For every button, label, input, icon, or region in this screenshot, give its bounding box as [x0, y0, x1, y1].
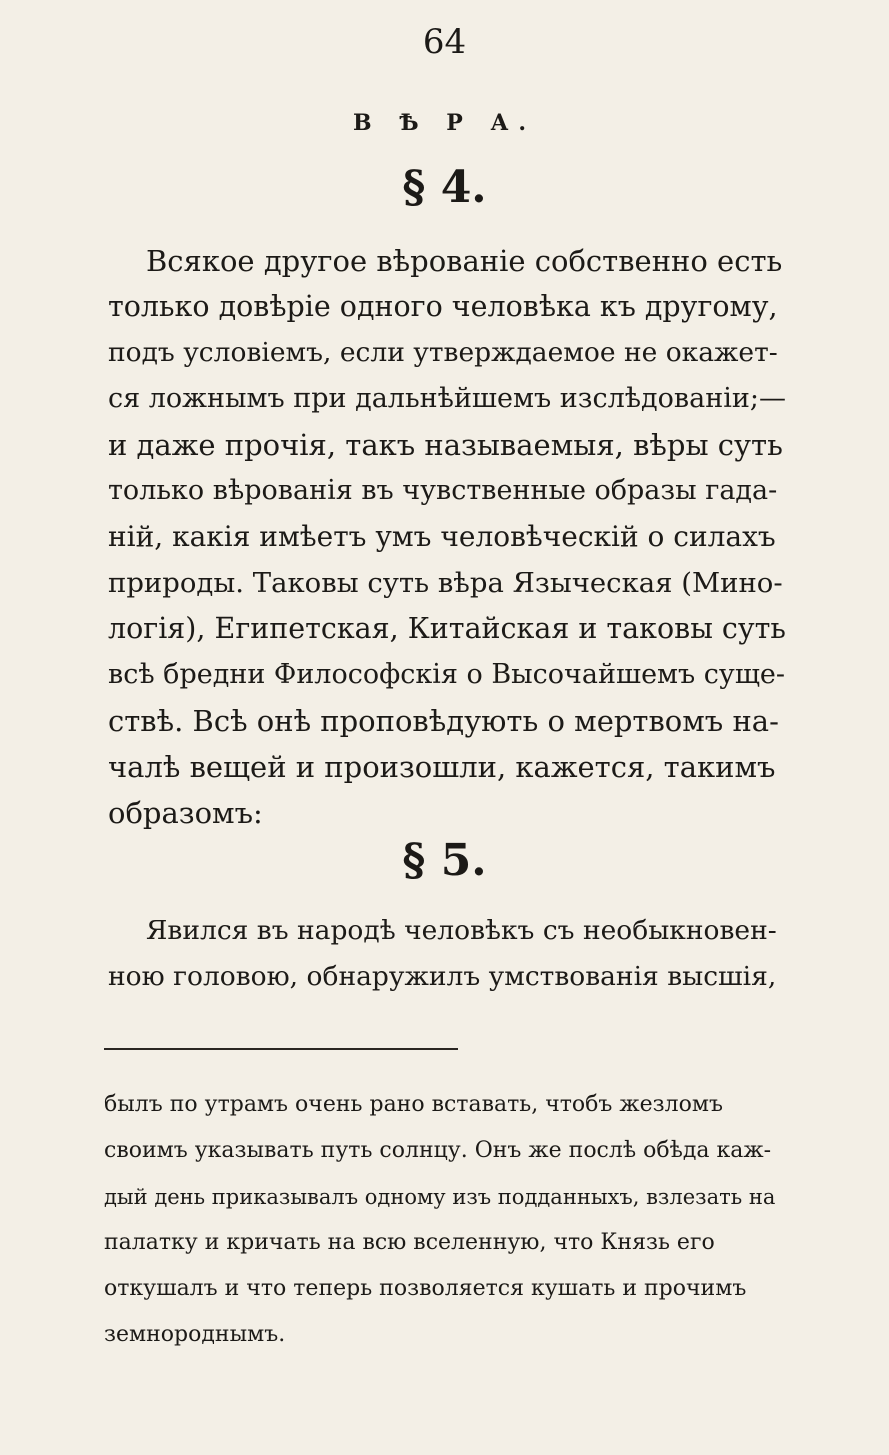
text-line: ною головою, обнаружилъ умствованія высшія,: [108, 961, 777, 992]
text-line: подъ условіемъ, если утверждаемое не окажет-: [108, 337, 778, 368]
text-line: чалѣ вещей и произошли, кажется, такимъ: [108, 750, 776, 784]
text-line: ствѣ. Всѣ онѣ проповѣдують о мертвомъ на-: [108, 704, 779, 738]
footnote-line: своимъ указывать путь солнцу. Онъ же послѣ обѣда каж-: [104, 1138, 772, 1163]
section-heading-4: § 4.: [402, 162, 487, 213]
paragraph-1: [108, 238, 786, 836]
text-line: только вѣрованія въ чувственные образы гада-: [108, 475, 778, 506]
footnote: [104, 1082, 788, 1358]
text-line: ній, какія имѣетъ умъ человѣческій о силахъ: [108, 520, 776, 553]
text-line: Явился въ народѣ человѣкъ съ необыкновен-: [146, 915, 777, 946]
text-line: логія), Египетская, Китайская и таковы суть: [108, 612, 786, 645]
text-line: природы. Таковы суть вѣра Языческая (Мино-: [108, 567, 783, 599]
footnote-line: былъ по утрамъ очень рано вставать, чтобъ жезломъ: [104, 1092, 723, 1117]
text-line: всѣ бредни Философскія о Высочайшемъ суще-: [108, 659, 786, 690]
text-line: и даже прочія, такъ называемыя, вѣры суть: [108, 428, 783, 462]
footnote-line: откушалъ и что теперь позволяется кушать и прочимъ: [104, 1276, 747, 1301]
footnote-line: земнороднымъ.: [104, 1322, 286, 1347]
text-line: Всякое другое вѣрованіе собственно есть: [146, 244, 783, 278]
running-head: В Ѣ Р А.: [352, 110, 537, 136]
text-line: только довѣріе одного человѣка къ другому,: [108, 290, 778, 323]
text-line: ся ложнымъ при дальнѣйшемъ изслѣдованіи;—: [108, 383, 786, 414]
footnote-rule: [104, 1048, 458, 1050]
text-line: образомъ:: [108, 796, 263, 830]
footnote-line: дый день приказывалъ одному изъ подданныхъ, взлезать на: [104, 1185, 776, 1209]
footnote-line: палатку и кричать на всю вселенную, что Князь его: [104, 1230, 715, 1255]
section-heading-5: § 5.: [402, 835, 487, 886]
paragraph-2: [108, 908, 786, 1000]
page-number: 64: [422, 22, 467, 62]
